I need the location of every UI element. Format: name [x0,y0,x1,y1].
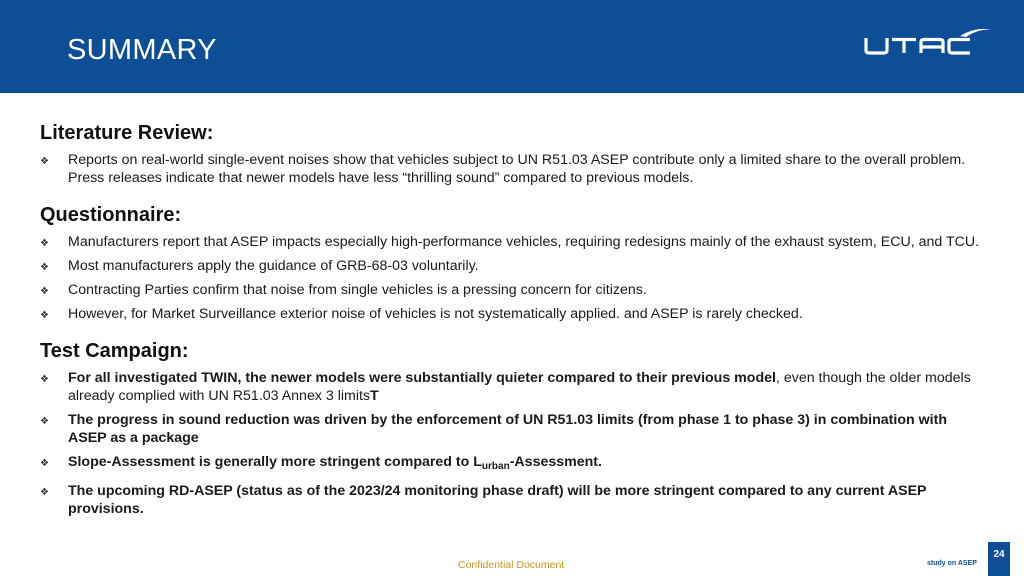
item-subscript: urban [481,461,510,472]
diamond-bullet-icon: ❖ [40,487,49,498]
utac-logo [864,26,996,60]
diamond-bullet-icon: ❖ [40,374,49,385]
section-heading: Literature Review: [40,122,214,144]
diamond-bullet-icon: ❖ [40,262,49,273]
item-text: , even though the older models already complied with UN R51.03 Annex 3 limits [68,370,971,404]
list-item [40,151,980,187]
item-bold-suffix: -Assessment. [509,454,602,470]
item-text: Press releases indicate that newer models have less “thrilling sound” compared to previous models. [68,170,694,186]
item-text: Reports on real-world single-event noises show that vehicles subject to UN R51.03 ASEP contribute only a limited share to the overall problem. [68,152,966,168]
item-text: Manufacturers report that ASEP impacts especially high-performance vehicles, requiring redesigns mainly of the exhaust system, ECU, and TCU. [68,234,980,250]
item-bold-text: The progress in sound reduction was driven by the enforcement of UN R51.03 limits (from phase 1 to phase 3) in combination with ASEP as a package [68,412,947,446]
item-bold-text: Slope-Assessment is generally more stringent compared to L [68,454,482,470]
item-text: Contracting Parties confirm that noise from single vehicles is a pressing concern for citizens. [68,282,647,298]
diamond-bullet-icon: ❖ [40,286,49,297]
summary-content [40,122,980,535]
footer-study-label: study on ASEP [927,560,977,567]
list-item [40,233,980,251]
section-questionnaire [40,204,980,323]
list-item [40,482,980,518]
list-item [40,369,980,405]
confidential-label: Confidential Document [458,559,565,571]
list-item [40,453,980,476]
section-literature-review [40,122,980,187]
item-text: However, for Market Surveillance exterior noise of vehicles is not systematically applied. and ASEP is rarely checked. [68,306,803,322]
logo-text: UTAC [864,26,867,27]
list-item [40,257,980,275]
list-item [40,305,980,323]
page-number: 24 [988,542,1010,576]
diamond-bullet-icon: ❖ [40,458,49,469]
section-heading: Questionnaire: [40,204,182,226]
page-title: SUMMARY [67,34,217,66]
list-item [40,281,980,299]
header-bar [0,0,1024,93]
diamond-bullet-icon: ❖ [40,238,49,249]
list-item [40,411,980,447]
item-bold-suffix: T [370,388,379,404]
diamond-bullet-icon: ❖ [40,310,49,321]
item-bold-text: For all investigated TWIN, the newer models were substantially quieter compared to their previous model [68,370,776,386]
item-text: Most manufacturers apply the guidance of GRB-68-03 voluntarily. [68,258,479,274]
item-bold-text: The upcoming RD-ASEP (status as of the 2023/24 monitoring phase draft) will be more stringent compared to any current ASEP provisions. [68,483,927,517]
diamond-bullet-icon: ❖ [40,156,49,167]
section-heading: Test Campaign: [40,340,189,362]
diamond-bullet-icon: ❖ [40,416,49,427]
section-test-campaign [40,340,980,518]
